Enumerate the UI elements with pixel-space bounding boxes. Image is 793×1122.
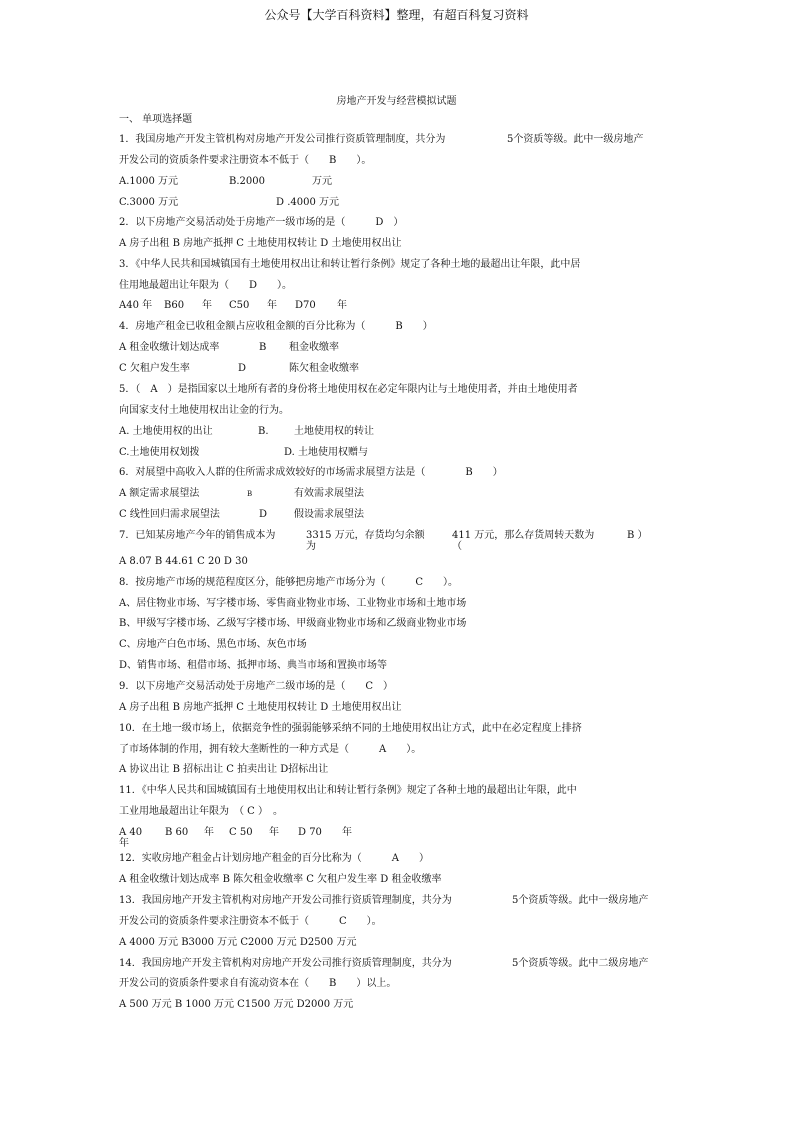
option-d: 假设需求展望法 xyxy=(294,509,364,520)
option-a: A40 年 xyxy=(119,300,153,311)
question-7-options: A 8.07 B 44.61 C 20 D 30 xyxy=(119,556,248,567)
question-10-stem: 10．在土地一级市场上，依据竞争性的强弱能够采纳不同的土地使用权出让方式，此中在必定程度上排挤 xyxy=(119,723,582,734)
section-heading: 一、 单项选择题 xyxy=(119,114,193,125)
option-d: D 70 xyxy=(298,827,322,838)
question-11-stem-line2: 工业用地最超出让年限为 （ C ） 。 xyxy=(119,806,284,817)
question-14-stem-line2: 开发公司的资质条件要求自有流动资本在（ B ）以上。 xyxy=(119,978,397,989)
option-c: C 50 xyxy=(229,827,253,838)
option-b-unit: 年 xyxy=(204,827,214,838)
question-2-stem: 2．以下房地产交易活动处于房地产一级市场的是（ D ） xyxy=(119,217,404,228)
question-13-options: A 4000 万元 B3000 万元 C2000 万元 D2500 万元 xyxy=(119,937,357,948)
option-d: D70 xyxy=(295,300,316,311)
question-9-options: A 房子出租 B 房地产抵押 C 土地使用权转让 D 土地使用权出让 xyxy=(119,702,402,713)
question-2-options: A 房子出租 B 房地产抵押 C 土地使用权转让 D 土地使用权出让 xyxy=(119,238,402,249)
question-7-answer: B ） xyxy=(627,530,648,541)
option-b: 有效需求展望法 xyxy=(294,488,364,499)
question-8-option-a: A、居住物业市场、写字楼市场、零售商业物业市场、工业物业市场和土地市场 xyxy=(119,598,467,609)
question-14-options: A 500 万元 B 1000 万元 C1500 万元 D2000 万元 xyxy=(119,999,354,1010)
page-header: 公众号【大学百科资料】整理，有超百科复习资料 xyxy=(264,8,529,22)
question-7-wrap-paren: （ xyxy=(452,541,462,552)
question-8-option-c: C、房地产白色市场、黑色市场、灰色市场 xyxy=(119,639,307,650)
option-c: C50 xyxy=(229,300,250,311)
question-11-stem: 11．《中华人民共和国城镇国有土地使用权出让和转让暂行条例》规定了各种土地的最超出让年限，此中 xyxy=(119,785,577,796)
option-b: B 60 xyxy=(165,827,189,838)
question-6-stem: 6．对展望中高收入人群的住所需求成效较好的市场需求展望方法是（ B ） xyxy=(119,467,503,478)
option-d-letter: D xyxy=(259,509,268,520)
question-7-wrap-text: 为 xyxy=(306,541,316,552)
option-b: B60 xyxy=(164,300,185,311)
question-14-stem: 14．我国房地产开发主管机构对房地产开发公司推行资质管理制度，共分为 xyxy=(119,958,452,969)
question-12-stem: 12．实收房地产租金占计划房地产租金的百分比称为（ A ） xyxy=(119,853,429,864)
option-c: C.3000 万元 xyxy=(119,197,179,208)
option-b: 租金收缴率 xyxy=(289,342,339,353)
option-b-letter: B xyxy=(259,342,267,353)
option-c: C 线性回归需求展望法 xyxy=(119,509,220,520)
question-8-stem: 8．按房地产市场的规范程度区分，能够把房地产市场分为（ C ）。 xyxy=(119,577,459,588)
option-d: D .4000 万元 xyxy=(276,197,340,208)
question-10-options: A 协议出让 B 招标出让 C 拍卖出让 D招标出让 xyxy=(119,764,329,775)
option-d: 陈欠租金收缴率 xyxy=(289,363,359,374)
option-c-unit: 年 xyxy=(267,300,277,311)
question-8-option-b: B、甲级写字楼市场、乙级写字楼市场、甲级商业物业市场和乙级商业物业市场 xyxy=(119,618,467,629)
question-11-wrap: 年 xyxy=(119,838,129,849)
question-14-stem-end: 5个资质等级。此中二级房地产 xyxy=(512,958,649,969)
option-b: 土地使用权的转让 xyxy=(294,426,374,437)
option-a: A. 土地使用权的出让 xyxy=(119,426,213,437)
question-7-inventory: 411 万元，那么存货周转天数为 xyxy=(452,530,595,541)
question-9-stem: 9．以下房地产交易活动处于房地产二级市场的是（ C ） xyxy=(119,681,394,692)
document-title: 房地产开发与经营模拟试题 xyxy=(336,96,457,107)
question-5-stem: 5．（ A ）是指国家以土地所有者的身份将土地使用权在必定年限内让与土地使用者，并由土地使用者 xyxy=(119,384,578,395)
option-d-letter: D xyxy=(238,363,247,374)
question-7-cost: 3315 万元，存货均匀余额 xyxy=(306,530,425,541)
question-13-stem: 13．我国房地产开发主管机构对房地产开发公司推行资质管理制度，共分为 xyxy=(119,895,452,906)
option-d: D. 土地使用权赠与 xyxy=(284,447,369,458)
option-a: A 租金收缴计划达成率 xyxy=(119,342,220,353)
option-b-letter: B xyxy=(247,490,253,498)
option-c: C 欠租户发生率 xyxy=(119,363,190,374)
option-a: A 额定需求展望法 xyxy=(119,488,200,499)
question-4-stem: 4．房地产租金已收租金额占应收租金额的百分比称为（ B ） xyxy=(119,321,433,332)
question-7-stem: 7．已知某房地产今年的销售成本为 xyxy=(119,530,276,541)
option-b-unit: 万元 xyxy=(312,176,332,187)
option-c-unit: 年 xyxy=(269,827,279,838)
option-b: B.2000 xyxy=(229,176,265,187)
question-5-stem-line2: 向国家支付土地使用权出让金的行为。 xyxy=(119,405,289,416)
option-d-unit: 年 xyxy=(342,827,352,838)
option-a: A 40 xyxy=(119,827,143,838)
question-10-stem-line2: 了市场体制的作用，拥有较大垄断性的一种方式是（ A ）。 xyxy=(119,744,422,755)
option-a: A.1000 万元 xyxy=(119,176,179,187)
question-12-options: A 租金收缴计划达成率 B 陈欠租金收缴率 C 欠租户发生率 D 租金收缴率 xyxy=(119,874,442,885)
question-3-stem: 3．《中华人民共和国城镇国有土地使用权出让和转让暂行条例》规定了各种土地的最超出让年限，此中居 xyxy=(119,259,581,270)
option-d-unit: 年 xyxy=(337,300,347,311)
option-c: C.土地使用权划拨 xyxy=(119,447,200,458)
option-b-letter: B. xyxy=(258,426,269,437)
question-1-stem-end: 5个资质等级。此中一级房地产 xyxy=(507,134,644,145)
question-3-stem-line2: 住用地最超出让年限为（ D ）。 xyxy=(119,280,293,291)
question-1-stem-line2: 开发公司的资质条件要求注册资本不低于（ B ）。 xyxy=(119,155,372,166)
question-13-stem-end: 5个资质等级。此中一级房地产 xyxy=(512,895,649,906)
option-b-unit: 年 xyxy=(202,300,212,311)
question-8-option-d: D、销售市场、租借市场、抵押市场、典当市场和置换市场等 xyxy=(119,660,388,671)
question-1-stem: 1．我国房地产开发主管机构对房地产开发公司推行资质管理制度，共分为 xyxy=(119,134,446,145)
question-13-stem-line2: 开发公司的资质条件要求注册资本不低于（ C ）。 xyxy=(119,916,382,927)
